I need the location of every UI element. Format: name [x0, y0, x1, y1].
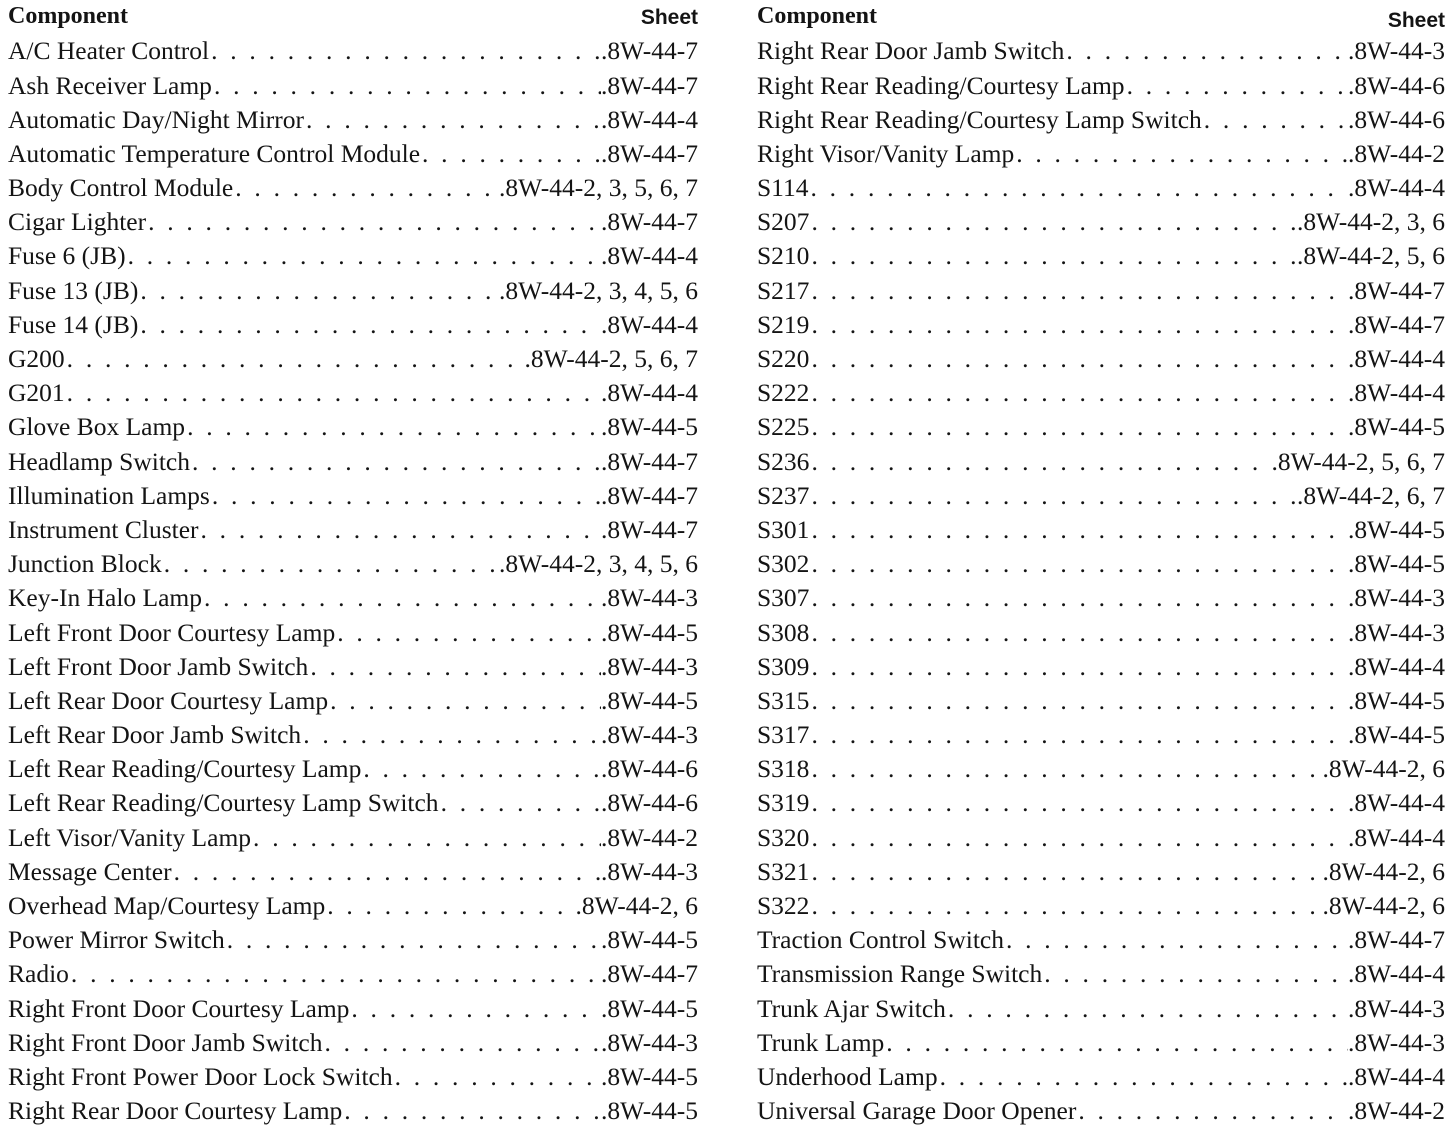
sheet-heading: Sheet: [640, 6, 698, 29]
index-row: [8, 171, 698, 205]
index-row: [757, 102, 1445, 136]
dot-leader: [190, 449, 601, 475]
index-row: [757, 649, 1445, 683]
index-row: [8, 102, 698, 136]
index-row: [757, 718, 1445, 752]
right-index-list: [757, 34, 1445, 1128]
index-row: [757, 1094, 1445, 1128]
dot-leader: [420, 141, 601, 167]
index-row: [8, 376, 698, 410]
dot-leader: [884, 1030, 1348, 1056]
component-name: Left Rear Reading/Courtesy Lamp Switch: [8, 788, 439, 818]
component-name: G201: [8, 378, 65, 408]
index-row: [757, 444, 1445, 478]
index-row: [8, 444, 698, 478]
sheet-reference: .8W-44-7: [600, 959, 698, 989]
component-name: S319: [757, 788, 810, 818]
index-row: [757, 478, 1445, 512]
component-name: S317: [757, 720, 810, 750]
index-row: [8, 239, 698, 273]
dot-leader: [251, 825, 601, 851]
component-name: S222: [757, 378, 810, 408]
index-row: [757, 205, 1445, 239]
sheet-reference: .8W-44-5: [600, 412, 698, 442]
dot-leader: [301, 722, 601, 748]
dot-leader: [349, 996, 601, 1022]
sheet-reference: .8W-44-5: [600, 685, 698, 715]
sheet-reference: .8W-44-4: [600, 309, 698, 339]
sheet-reference: .8W-44-4: [1347, 822, 1445, 852]
index-row: [757, 376, 1445, 410]
dot-leader: [210, 483, 601, 509]
sheet-reference: .8W-44-5: [1347, 412, 1445, 442]
sheet-reference: .8W-44-7: [1347, 309, 1445, 339]
component-name: A/C Heater Control: [8, 36, 210, 66]
index-row: [757, 923, 1445, 957]
dot-leader: [335, 620, 601, 646]
dot-leader: [304, 107, 601, 133]
index-row: [8, 889, 698, 923]
sheet-reference: .8W-44-3: [1347, 1027, 1445, 1057]
dot-leader: [809, 551, 1348, 577]
sheet-reference: .8W-44-2, 5, 6, 7: [524, 344, 698, 374]
index-row: [757, 273, 1445, 307]
sheet-reference: .8W-44-5: [600, 1061, 698, 1091]
index-row: [757, 171, 1445, 205]
sheet-reference: .8W-44-5: [1347, 685, 1445, 715]
component-name: Right Rear Door Courtesy Lamp: [8, 1096, 343, 1126]
sheet-reference: .8W-44-4: [1347, 788, 1445, 818]
component-name: Fuse 13 (JB): [8, 275, 139, 305]
sheet-reference: .8W-44-7: [600, 138, 698, 168]
index-row: [757, 34, 1445, 68]
dot-leader: [146, 209, 601, 235]
index-row: [8, 68, 698, 102]
sheet-reference: .8W-44-7: [600, 446, 698, 476]
sheet-reference: .8W-44-6: [600, 788, 698, 818]
index-row: [757, 889, 1445, 923]
dot-leader: [185, 414, 601, 440]
sheet-reference: .8W-44-2, 5, 6: [1296, 241, 1445, 271]
dot-leader: [1042, 961, 1348, 987]
index-row: [8, 137, 698, 171]
index-row: [757, 342, 1445, 376]
dot-leader: [1014, 141, 1348, 167]
sheet-reference: .8W-44-6: [600, 754, 698, 784]
component-name: S318: [757, 754, 810, 784]
sheet-reference: .8W-44-5: [600, 925, 698, 955]
component-name: Headlamp Switch: [8, 446, 190, 476]
component-name: S114: [757, 173, 809, 203]
component-name: S220: [757, 344, 810, 374]
component-name: S309: [757, 651, 810, 681]
sheet-reference: .8W-44-5: [600, 1096, 698, 1126]
dot-leader: [199, 517, 601, 543]
right-column: [757, 0, 1445, 1126]
component-name: Power Mirror Switch: [8, 925, 225, 955]
component-name: Radio: [8, 959, 69, 989]
sheet-reference: .8W-44-5: [600, 993, 698, 1023]
dot-leader: [233, 175, 499, 201]
index-row: [8, 957, 698, 991]
dot-leader: [809, 654, 1348, 680]
index-row: [757, 820, 1445, 854]
index-row: [8, 786, 698, 820]
sheet-reference: .8W-44-5: [600, 617, 698, 647]
sheet-reference: .8W-44-3: [600, 720, 698, 750]
dot-leader: [162, 551, 499, 577]
dot-leader: [809, 722, 1348, 748]
dot-leader: [1076, 1098, 1348, 1124]
component-name: Left Rear Door Jamb Switch: [8, 720, 302, 750]
sheet-reference: .8W-44-6: [1347, 70, 1445, 100]
dot-leader: [202, 585, 601, 611]
dot-leader: [938, 1064, 1348, 1090]
component-name: S301: [757, 514, 810, 544]
dot-leader: [809, 859, 1322, 885]
component-name: Right Front Door Courtesy Lamp: [8, 993, 350, 1023]
sheet-reference: .8W-44-4: [1347, 1061, 1445, 1091]
component-name: Right Rear Reading/Courtesy Lamp: [757, 70, 1125, 100]
dot-leader: [809, 312, 1348, 338]
sheet-reference: .8W-44-2, 6: [1322, 891, 1445, 921]
component-heading: Component: [8, 3, 129, 29]
dot-leader: [69, 961, 601, 987]
dot-leader: [809, 517, 1348, 543]
dot-leader: [1202, 107, 1348, 133]
sheet-reference: .8W-44-2, 5, 6, 7: [1271, 446, 1445, 476]
sheet-reference: .8W-44-3: [1347, 617, 1445, 647]
dot-leader: [809, 893, 1322, 919]
index-row: [8, 34, 698, 68]
dot-leader: [225, 927, 601, 953]
dot-leader: [209, 38, 601, 64]
component-name: S320: [757, 822, 810, 852]
component-name: Automatic Day/Night Mirror: [8, 104, 305, 134]
index-row: [8, 1025, 698, 1059]
index-row: [757, 410, 1445, 444]
sheet-reference: .8W-44-7: [600, 70, 698, 100]
index-row: [8, 615, 698, 649]
dot-leader: [138, 278, 499, 304]
index-row: [8, 649, 698, 683]
dot-leader: [809, 620, 1348, 646]
dot-leader: [809, 825, 1348, 851]
component-name: S322: [757, 891, 810, 921]
component-name: S236: [757, 446, 810, 476]
index-row: [8, 855, 698, 889]
component-name: Body Control Module: [8, 173, 234, 203]
dot-leader: [809, 790, 1348, 816]
component-name: Left Visor/Vanity Lamp: [8, 822, 252, 852]
dot-leader: [809, 380, 1348, 406]
dot-leader: [809, 278, 1348, 304]
component-name: Underhood Lamp: [757, 1061, 938, 1091]
sheet-reference: .8W-44-4: [600, 104, 698, 134]
dot-leader: [308, 654, 601, 680]
dot-leader: [809, 243, 1297, 269]
index-row: [8, 718, 698, 752]
sheet-reference: .8W-44-5: [1347, 549, 1445, 579]
sheet-reference: .8W-44-2, 3, 4, 5, 6: [498, 549, 698, 579]
index-row: [8, 991, 698, 1025]
sheet-reference: .8W-44-3: [600, 651, 698, 681]
dot-leader: [393, 1064, 601, 1090]
index-row: [757, 547, 1445, 581]
sheet-reference: .8W-44-4: [600, 378, 698, 408]
component-name: Right Front Power Door Lock Switch: [8, 1061, 393, 1091]
index-row: [757, 991, 1445, 1025]
dot-leader: [809, 175, 1348, 201]
dot-leader: [65, 346, 525, 372]
dot-leader: [342, 1098, 601, 1124]
component-name: Transmission Range Switch: [757, 959, 1043, 989]
component-name: Overhead Map/Courtesy Lamp: [8, 891, 326, 921]
component-name: S237: [757, 480, 810, 510]
index-row: [8, 1060, 698, 1094]
component-name: Right Visor/Vanity Lamp: [757, 138, 1015, 168]
index-row: [757, 239, 1445, 273]
index-row: [757, 308, 1445, 342]
index-row: [757, 137, 1445, 171]
left-column: [8, 0, 698, 1126]
component-name: Trunk Ajar Switch: [757, 993, 946, 1023]
index-row: [8, 684, 698, 718]
component-name: S210: [757, 241, 810, 271]
index-row: [8, 1094, 698, 1128]
component-name: Traction Control Switch: [757, 925, 1004, 955]
component-name: Key-In Halo Lamp: [8, 583, 203, 613]
sheet-reference: .8W-44-4: [1347, 651, 1445, 681]
sheet-reference: .8W-44-2: [1347, 138, 1445, 168]
sheet-reference: .8W-44-5: [1347, 720, 1445, 750]
sheet-reference: .8W-44-2: [1347, 1096, 1445, 1126]
left-column-header: [8, 0, 698, 30]
index-row: [757, 513, 1445, 547]
dot-leader: [138, 312, 601, 338]
index-row: [757, 1025, 1445, 1059]
component-name: S315: [757, 685, 810, 715]
component-name: S302: [757, 549, 810, 579]
sheet-reference: .8W-44-3: [600, 856, 698, 886]
dot-leader: [809, 209, 1297, 235]
sheet-reference: .8W-44-2, 3, 6: [1296, 207, 1445, 237]
dot-leader: [439, 790, 601, 816]
sheet-reference: .8W-44-7: [600, 207, 698, 237]
component-name: Left Rear Door Courtesy Lamp: [8, 685, 329, 715]
index-row: [757, 786, 1445, 820]
index-row: [8, 923, 698, 957]
dot-leader: [172, 859, 601, 885]
component-name: Universal Garage Door Opener: [757, 1096, 1077, 1126]
component-name: Junction Block: [8, 549, 162, 579]
sheet-reference: .8W-44-2: [600, 822, 698, 852]
sheet-reference: .8W-44-7: [1347, 275, 1445, 305]
dot-leader: [325, 893, 575, 919]
index-row: [8, 820, 698, 854]
component-name: Fuse 6 (JB): [8, 241, 126, 271]
sheet-reference: .8W-44-5: [1347, 514, 1445, 544]
index-row: [8, 513, 698, 547]
component-name: Right Rear Reading/Courtesy Lamp Switch: [757, 104, 1202, 134]
index-row: [8, 581, 698, 615]
dot-leader: [1125, 73, 1348, 99]
component-name: S217: [757, 275, 810, 305]
sheet-reference: .8W-44-2, 6: [1322, 856, 1445, 886]
component-name: S308: [757, 617, 810, 647]
sheet-reference: .8W-44-7: [600, 514, 698, 544]
dot-leader: [328, 688, 601, 714]
dot-leader: [809, 414, 1348, 440]
index-row: [757, 957, 1445, 991]
dot-leader: [65, 380, 601, 406]
dot-leader: [126, 243, 601, 269]
sheet-reference: .8W-44-7: [600, 480, 698, 510]
sheet-reference: .8W-44-2, 6, 7: [1296, 480, 1445, 510]
dot-leader: [809, 688, 1348, 714]
sheet-reference: .8W-44-7: [1347, 925, 1445, 955]
index-row: [8, 205, 698, 239]
component-name: Left Front Door Jamb Switch: [8, 651, 309, 681]
component-name: Fuse 14 (JB): [8, 309, 139, 339]
sheet-reference: .8W-44-4: [1347, 959, 1445, 989]
component-name: Illumination Lamps: [8, 480, 210, 510]
component-name: G200: [8, 344, 65, 374]
sheet-reference: .8W-44-3: [1347, 583, 1445, 613]
component-name: Automatic Temperature Control Module: [8, 138, 421, 168]
index-row: [8, 342, 698, 376]
dot-leader: [361, 756, 601, 782]
index-row: [757, 581, 1445, 615]
dot-leader: [809, 346, 1348, 372]
component-name: Right Front Door Jamb Switch: [8, 1027, 323, 1057]
sheet-reference: .8W-44-4: [1347, 344, 1445, 374]
component-name: S207: [757, 207, 810, 237]
index-row: [8, 478, 698, 512]
index-row: [8, 410, 698, 444]
component-name: Right Rear Door Jamb Switch: [757, 36, 1065, 66]
index-row: [757, 855, 1445, 889]
dot-leader: [809, 483, 1297, 509]
dot-leader: [946, 996, 1348, 1022]
component-name: S219: [757, 309, 810, 339]
sheet-reference: .8W-44-6: [1347, 104, 1445, 134]
index-row: [8, 308, 698, 342]
sheet-reference: .8W-44-3: [600, 583, 698, 613]
sheet-reference: .8W-44-3: [1347, 36, 1445, 66]
dot-leader: [1064, 38, 1348, 64]
component-name: Trunk Lamp: [757, 1027, 885, 1057]
component-name: Message Center: [8, 856, 172, 886]
index-row: [757, 752, 1445, 786]
component-name: Instrument Cluster: [8, 514, 199, 544]
index-row: [757, 684, 1445, 718]
dot-leader: [1004, 927, 1348, 953]
component-name: S321: [757, 856, 810, 886]
sheet-reference: .8W-44-4: [1347, 173, 1445, 203]
sheet-heading: Sheet: [1387, 9, 1445, 32]
sheet-reference: .8W-44-2, 6: [1322, 754, 1445, 784]
sheet-reference: .8W-44-2, 3, 5, 6, 7: [498, 173, 698, 203]
index-row: [757, 1060, 1445, 1094]
index-row: [8, 752, 698, 786]
sheet-reference: .8W-44-2, 3, 4, 5, 6: [498, 275, 698, 305]
component-name: Left Rear Reading/Courtesy Lamp: [8, 754, 362, 784]
sheet-reference: .8W-44-4: [1347, 378, 1445, 408]
sheet-reference: .8W-44-3: [600, 1027, 698, 1057]
sheet-reference: .8W-44-2, 6: [575, 891, 698, 921]
index-row: [757, 68, 1445, 102]
sheet-reference: .8W-44-4: [600, 241, 698, 271]
right-column-header: [757, 0, 1445, 30]
index-row: [757, 615, 1445, 649]
component-heading: Component: [757, 3, 878, 29]
index-row: [8, 547, 698, 581]
left-index-list: [8, 34, 698, 1128]
dot-leader: [809, 756, 1322, 782]
sheet-reference: .8W-44-3: [1347, 993, 1445, 1023]
dot-leader: [809, 585, 1348, 611]
dot-leader: [809, 449, 1271, 475]
component-name: Left Front Door Courtesy Lamp: [8, 617, 336, 647]
component-name: S225: [757, 412, 810, 442]
dot-leader: [323, 1030, 601, 1056]
dot-leader: [212, 73, 601, 99]
component-name: S307: [757, 583, 810, 613]
sheet-reference: .8W-44-7: [600, 36, 698, 66]
component-name: Cigar Lighter: [8, 207, 147, 237]
index-row: [8, 273, 698, 307]
component-name: Ash Receiver Lamp: [8, 70, 212, 100]
component-name: Glove Box Lamp: [8, 412, 186, 442]
